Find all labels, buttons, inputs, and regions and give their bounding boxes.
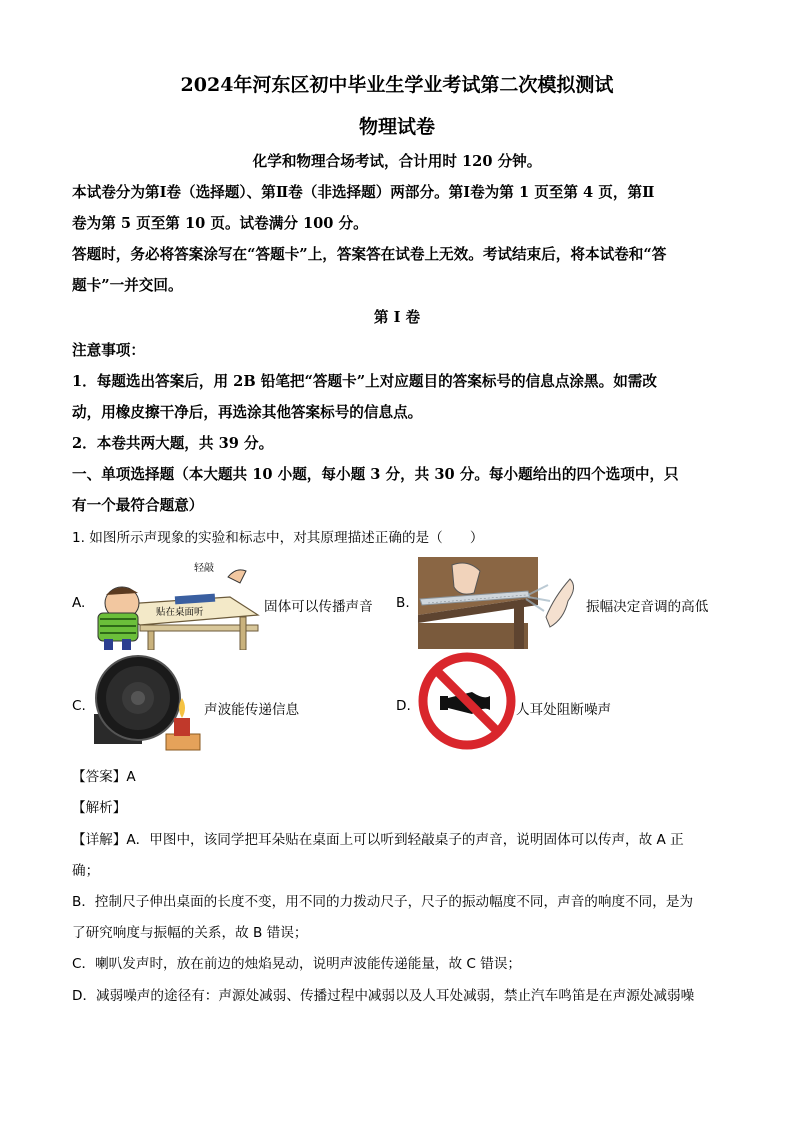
- no-horn-sign-icon: [418, 652, 516, 750]
- intro-line-3: 卷为第 5 页至第 10 页。试卷满分 100 分。: [72, 215, 368, 232]
- part-1b: 有一个最符合题意）: [72, 497, 204, 514]
- notes-title: 注意事项：: [72, 342, 145, 359]
- option-b-letter: B.: [396, 595, 410, 611]
- option-b-text: 振幅决定音调的高低: [586, 599, 709, 615]
- option-a-picture: [90, 555, 260, 650]
- detail-c-line: C．喇叭发声时，放在前边的烛焰晃动，说明声波能传递能量，故 C 错误；: [72, 956, 522, 972]
- exam-subtitle: 物理试卷: [358, 116, 435, 138]
- option-c-letter: C.: [72, 698, 86, 714]
- option-c-text: 声波能传递信息: [204, 702, 300, 718]
- option-a-label-tap: 轻敲: [194, 563, 214, 574]
- option-c-picture: [92, 652, 202, 752]
- question-1-stem: 1. 如图所示声现象的实验和标志中，对其原理描述正确的是（ ）: [72, 530, 484, 546]
- intro-line-4: 答题时，务必将答案涂写在“答题卡”上，答案答在试卷上无效。考试结束后，将本试卷和“答: [72, 246, 667, 263]
- option-d-letter: D.: [396, 698, 411, 714]
- option-a-text: 固体可以传播声音: [264, 599, 373, 615]
- answer-label: 【答案】A: [72, 769, 136, 785]
- detail-a-line-2: 确；: [72, 863, 100, 879]
- option-d-text: 人耳处阻断噪声: [516, 702, 612, 718]
- intro-line-1: 化学和物理合场考试，合计用时 120 分钟。: [252, 153, 542, 170]
- exam-title: 2024年河东区初中毕业生学业考试第二次模拟测试: [180, 74, 614, 96]
- option-a-letter: A.: [72, 595, 86, 611]
- section-heading: 第 I 卷: [373, 309, 421, 326]
- intro-line-5: 题卡”一并交回。: [72, 277, 183, 294]
- detail-d-line: D．减弱噪声的途径有：声源处减弱、传播过程中减弱以及人耳处减弱，禁止汽车鸣笛是在声源处减弱噪: [72, 988, 695, 1004]
- part-1a: 一、单项选择题（本大题共 10 小题，每小题 3 分，共 30 分。每小题给出的四个选项中，只: [72, 466, 679, 483]
- detail-b-line-1: B．控制尺子伸出桌面的长度不变，用不同的力拨动尺子，尺子的振动幅度不同，声音的响度不同，是为: [72, 894, 694, 910]
- option-b-picture: [418, 557, 582, 649]
- detail-b-line-2: 了研究响度与振幅的关系，故 B 错误；: [72, 925, 308, 941]
- note-1a: 1．每题选出答案后，用 2B 铅笔把“答题卡”上对应题目的答案标号的信息点涂黑。如需改: [72, 373, 657, 390]
- note-2: 2．本卷共两大题，共 39 分。: [72, 435, 274, 452]
- detail-a-line-1: 【详解】A．甲图中，该同学把耳朵贴在桌面上可以听到轻敲桌子的声音，说明固体可以传声，故 A 正: [72, 832, 684, 848]
- analysis-label: 【解析】: [72, 800, 127, 816]
- option-a-label-listen: 贴在桌面听: [156, 607, 204, 618]
- note-1b: 动，用橡皮擦干净后，再选涂其他答案标号的信息点。: [72, 404, 423, 421]
- intro-line-2: 本试卷分为第Ⅰ卷（选择题）、第Ⅱ卷（非选择题）两部分。第Ⅰ卷为第 1 页至第 4 页，第Ⅱ: [72, 184, 655, 201]
